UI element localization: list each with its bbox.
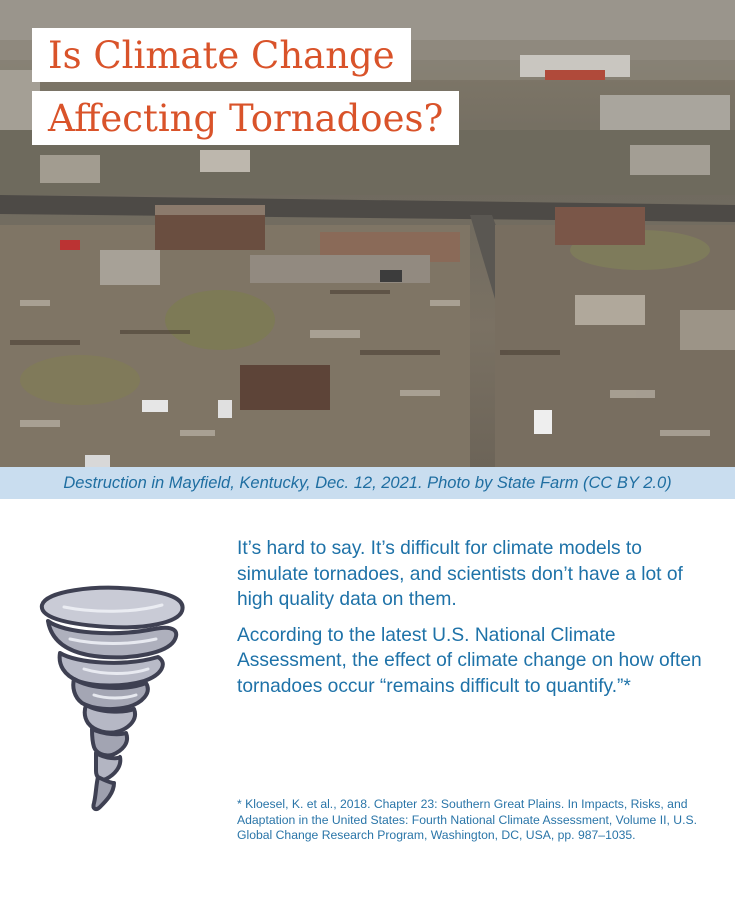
body-text — [237, 536, 707, 709]
footnote-citation: * Kloesel, K. et al., 2018. Chapter 23: Southern Great Plains. In Impacts, Risks, and Adaptation in the United States: Fourth National Climate Assessment, Volume II, U.S. Global Change Research Program, Washington, DC, USA, pp. 987–1035. — [237, 797, 697, 842]
body-paragraph-2: According to the latest U.S. National Climate Assessment, the effect of climate change on how often tornadoes occur “remains difficult to quantify.”* — [237, 624, 702, 697]
title-line-1: Is Climate Change — [32, 28, 411, 82]
photo-caption: Destruction in Mayfield, Kentucky, Dec. 12, 2021. Photo by State Farm (CC BY 2.0) — [0, 467, 735, 499]
body-paragraph-1: It’s hard to say. It’s difficult for climate models to simulate tornadoes, and scientists don’t have a lot of high quality data on them. — [237, 538, 683, 610]
title-line-2: Affecting Tornadoes? — [32, 91, 459, 145]
tornado-icon — [34, 583, 194, 815]
